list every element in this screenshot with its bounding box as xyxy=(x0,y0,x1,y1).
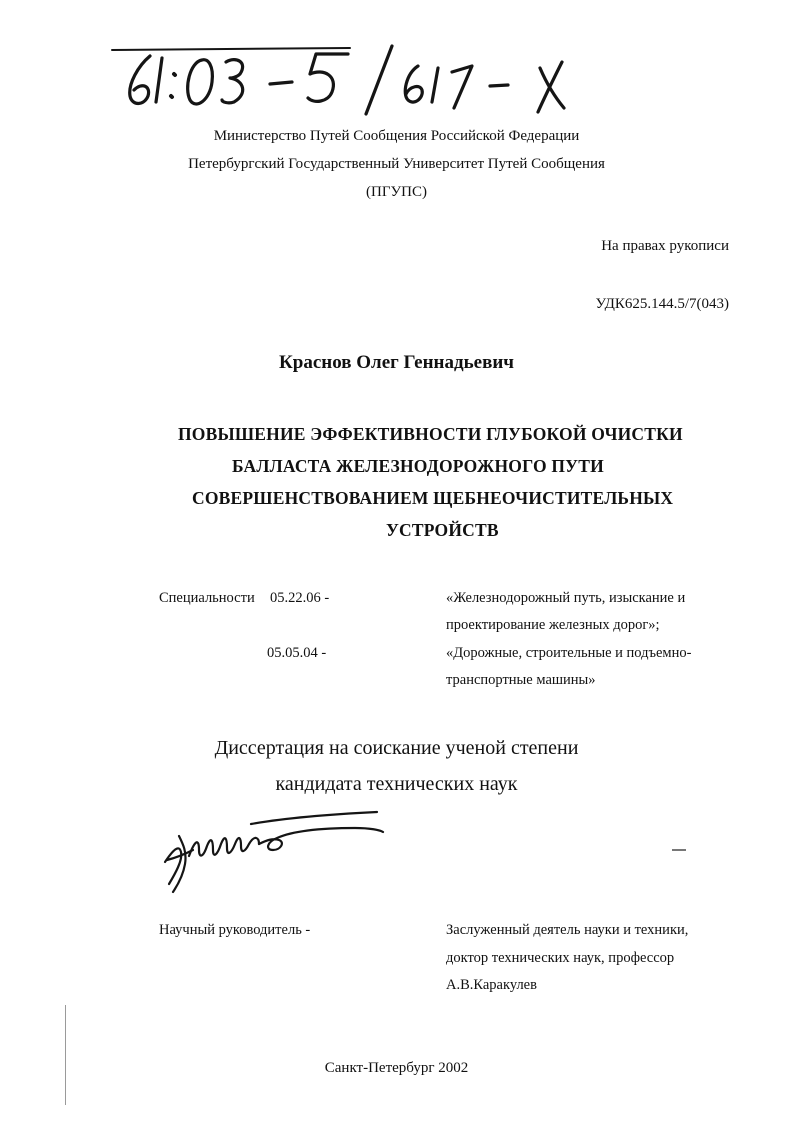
title-line-3: СОВЕРШЕНСТВОВАНИЕМ ЩЕБНЕОЧИСТИТЕЛЬНЫХ xyxy=(192,488,674,508)
title-line-4: УСТРОЙСТВ xyxy=(386,520,499,540)
supervisor-line-1: Заслуженный деятель науки и техники, xyxy=(446,922,689,938)
specialty-code-2: 05.05.04 - xyxy=(267,645,327,661)
scan-edge-line xyxy=(65,1005,66,1105)
handwritten-signature xyxy=(155,800,400,895)
specialty-2-line-2: транспортные машины» xyxy=(446,672,596,688)
degree-line-2: кандидата технических наук xyxy=(275,773,518,795)
ministry-name: Министерство Путей Сообщения Российской Федерации xyxy=(213,128,580,144)
specialty-1-line-1: «Железнодорожный путь, изыскание и xyxy=(446,590,686,606)
supervisor-name: А.В.Каракулев xyxy=(446,977,537,993)
university-abbreviation: (ПГУПС) xyxy=(366,184,427,200)
footer-city-year: Санкт-Петербург 2002 xyxy=(324,1060,469,1076)
university-name: Петербургский Государственный Университет Путей Сообщения xyxy=(188,156,605,172)
specialty-code-1: 05.22.06 - xyxy=(270,590,330,606)
specialty-2-line-1: «Дорожные, строительные и подъемно- xyxy=(446,645,692,661)
rights-note: На правах рукописи xyxy=(601,238,729,254)
supervisor-line-2: доктор технических наук, профессор xyxy=(446,950,675,966)
degree-line-1: Диссертация на соискание ученой степени xyxy=(214,737,579,759)
supervisor-label: Научный руководитель - xyxy=(159,922,311,938)
title-line-1: ПОВЫШЕНИЕ ЭФФЕКТИВНОСТИ ГЛУБОКОЙ ОЧИСТКИ xyxy=(178,424,683,444)
specialties-label: Специальности xyxy=(159,590,255,606)
scan-mark xyxy=(672,849,686,851)
author-name: Краснов Олег Геннадьевич xyxy=(279,352,514,373)
udc-code: УДК625.144.5/7(043) xyxy=(595,296,729,312)
handwritten-archive-code xyxy=(110,38,630,118)
title-line-2: БАЛЛАСТА ЖЕЛЕЗНОДОРОЖНОГО ПУТИ xyxy=(232,456,604,476)
specialty-1-line-2: проектирование железных дорог»; xyxy=(446,617,660,633)
